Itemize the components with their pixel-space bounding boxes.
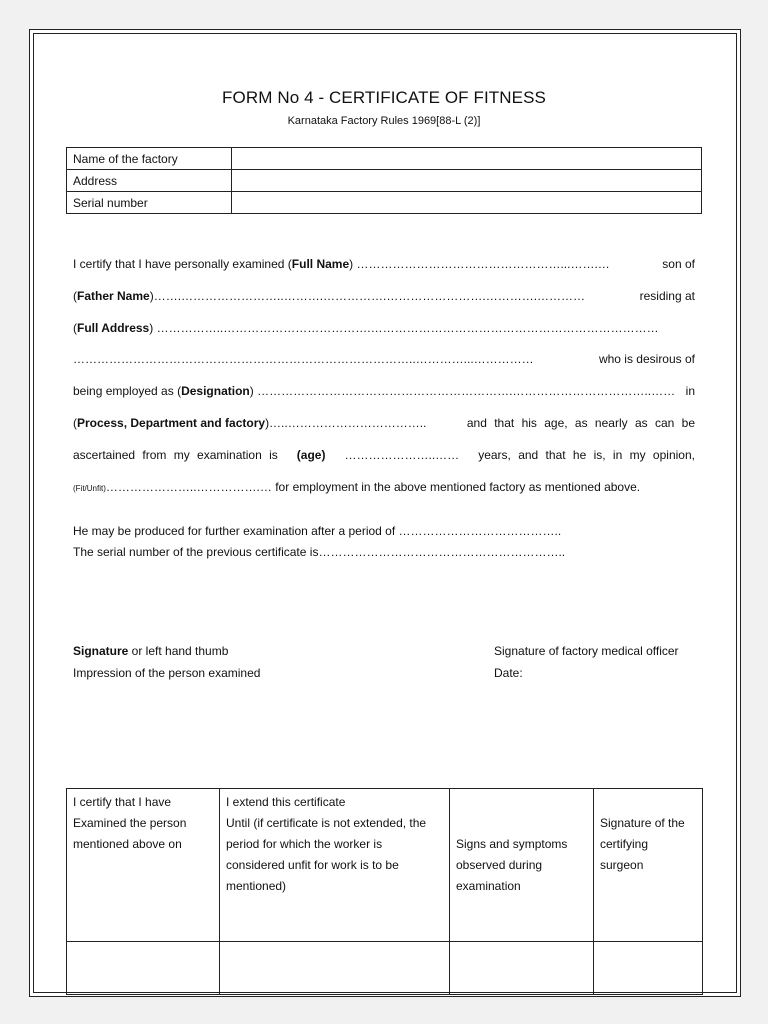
header-line: surgeon [600,858,644,872]
process-department-blank[interactable]: )…..…………………………….. [265,416,427,430]
header-line: I certify that I have [73,795,172,809]
certificate-line-2 [73,289,695,303]
col-extend-certificate [220,789,450,942]
medical-officer-signature-label: Signature of factory medical officer [494,644,679,658]
header-line: Until (if certificate is not extended, the [226,816,427,830]
serial-number-field[interactable] [232,192,702,214]
table-header-row [67,789,703,942]
fit-unfit-label: (Fit/Unfit) [73,484,106,493]
table-row [67,192,702,214]
factory-name-label: Name of the factory [67,148,232,170]
form-subtitle: Karnataka Factory Rules 1969[88-L (2)] [287,115,481,127]
extend-certificate-cell[interactable] [220,942,450,995]
signs-symptoms-cell[interactable] [450,942,594,995]
examined-on-cell[interactable] [67,942,220,995]
cert-text: residing at [639,289,695,303]
full-address-blank[interactable]: ) ……………..……………………………….……………………………………………………………… [149,321,659,335]
form-title: FORM No 4 - CERTIFICATE OF FITNESS [222,88,546,107]
cert-text: son of [662,257,695,271]
certificate-line-1 [73,257,695,271]
header-line: considered unfit for work is to be [226,858,399,872]
designation-blank[interactable]: ) ……………………………………………………….……………………………..…… [249,384,676,398]
header-line: period for which the worker is [226,837,383,851]
col-surgeon-signature [594,789,703,942]
certificate-line-6 [73,416,695,430]
process-department-label: Process, Department and factory [77,416,266,430]
surgeon-signature-cell[interactable] [594,942,703,995]
header-line: observed during [456,858,543,872]
father-name-label: Father Name [77,289,150,303]
full-name-label: Full Name [291,257,350,271]
header-line: mentioned) [226,879,287,893]
col-signs-symptoms [450,789,594,942]
address-label: Address [67,170,232,192]
header-line: Examined the person [73,816,187,830]
header-line: certifying [600,837,649,851]
designation-label: Designation [181,384,250,398]
certificate-line-4 [73,352,695,366]
previous-serial-line: The serial number of the previous certificate is…………………………………………………….. [73,545,566,559]
person-signature-label [73,644,228,658]
address-continued-blank[interactable]: …………………………………………………………………………..…………...…………… [73,352,534,366]
cert-text: ( [73,289,77,303]
cert-text: being employed as ( [73,384,182,398]
cert-text: who is desirous of [598,352,695,366]
signature-rest: or left hand thumb [128,644,229,658]
cert-text: ascertained from my examination is [73,448,278,462]
thumb-impression-label: Impression of the person examined [73,666,261,680]
factory-details-table [66,147,702,214]
certificate-line-8 [73,480,695,494]
certificate-line-5 [73,384,695,398]
col-examined-on [67,789,220,942]
header-line: Signs and symptoms [456,837,568,851]
header-line: Signature of the [600,816,685,830]
age-blank[interactable]: …………………..…… [344,448,460,462]
table-row [67,942,703,995]
age-label: (age) [296,448,326,462]
factory-name-field[interactable] [232,148,702,170]
full-address-label: Full Address [77,321,150,335]
signature-bold: Signature [73,644,129,658]
address-field[interactable] [232,170,702,192]
table-row [67,148,702,170]
fit-unfit-blank[interactable]: …………………..…………….… for employment in the above mentioned factory as mentioned above. [105,480,641,494]
cert-text: ( [73,416,77,430]
father-name-blank[interactable]: )…….……………………..……….…………….…………………….………….………… [149,289,586,303]
cert-text: years, and that he is, in my opinion, [478,448,695,462]
header-line: mentioned above on [73,837,182,851]
certificate-line-7 [73,448,695,462]
cert-text: ( [73,321,77,335]
table-row [67,170,702,192]
header-line: I extend this certificate [226,795,346,809]
cert-text: I certify that I have personally examined ( [73,257,292,271]
cert-text: in [685,384,695,398]
cert-text: and that his age, as nearly as can be [466,416,695,430]
full-name-blank[interactable]: ) ……………………………………………...…….… [349,257,610,271]
further-examination-line: He may be produced for further examination after a period of ………………………………….. [73,524,562,538]
extension-table [66,788,703,995]
serial-number-label: Serial number [67,192,232,214]
certificate-line-3 [73,321,695,335]
date-label: Date: [494,666,523,680]
header-line: examination [456,879,521,893]
